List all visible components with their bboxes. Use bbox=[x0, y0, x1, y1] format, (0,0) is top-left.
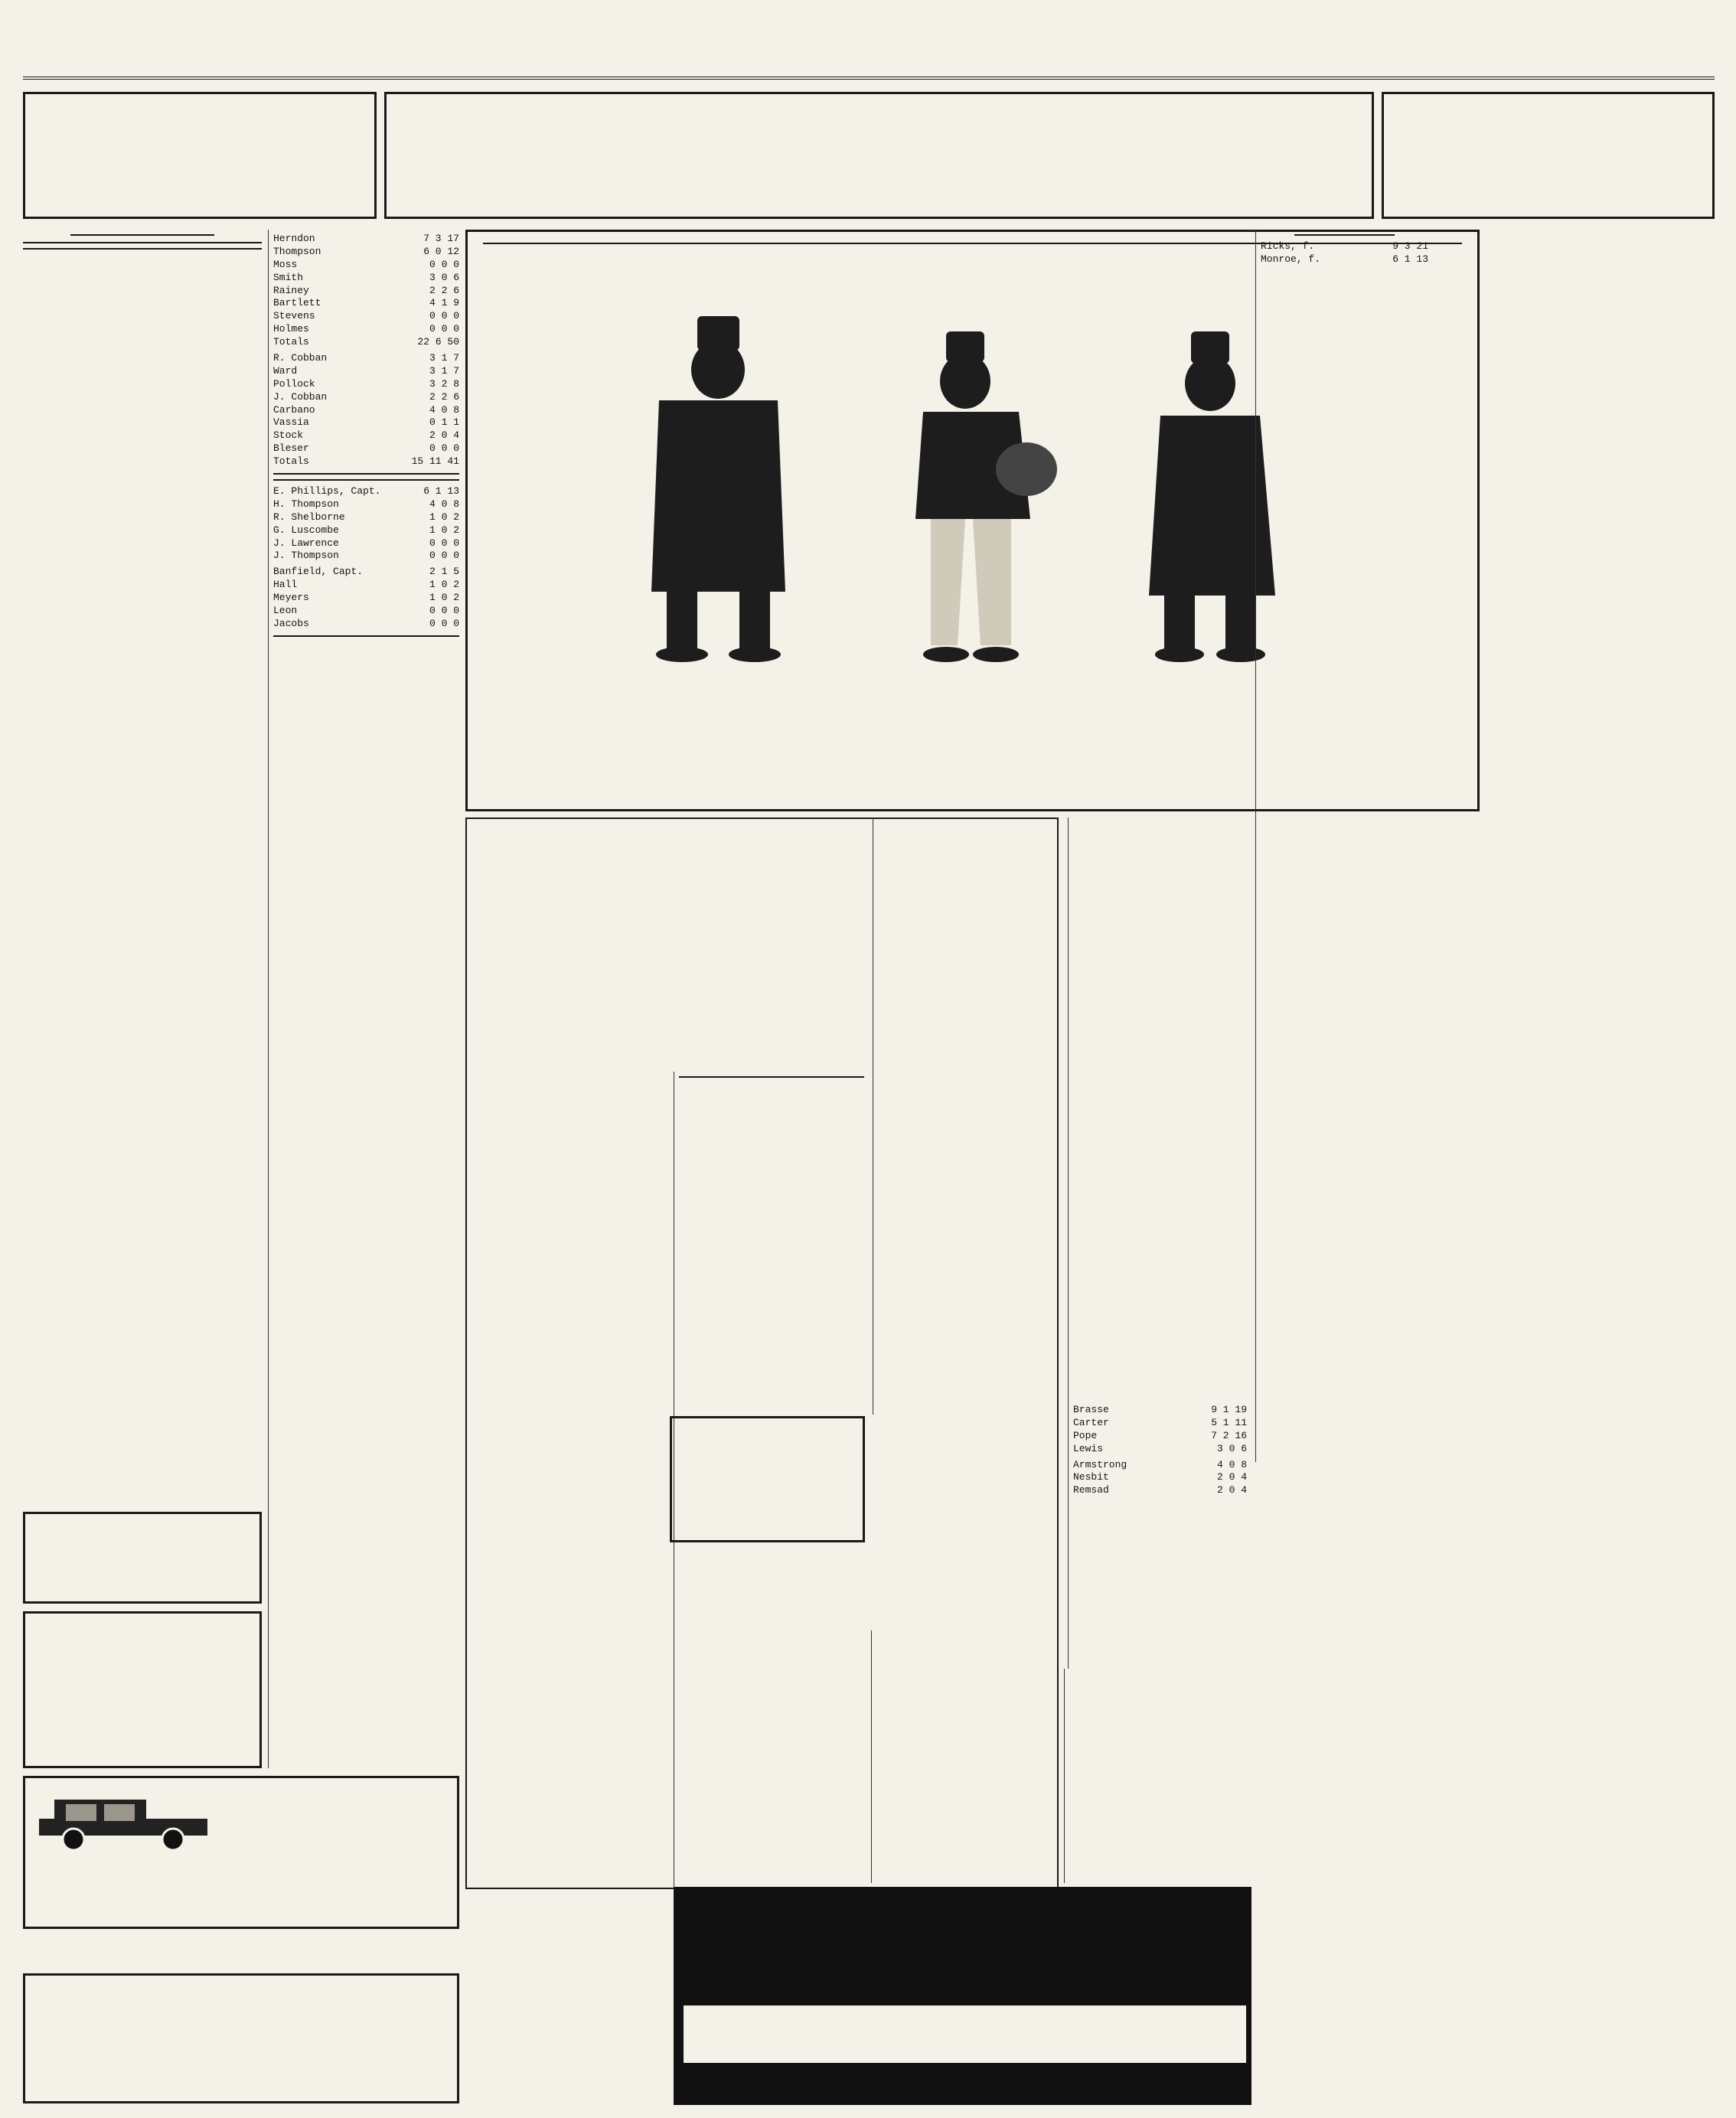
table-row: Hall 1 0 2 bbox=[273, 579, 459, 591]
table-row: Stevens 0 0 0 bbox=[273, 310, 459, 322]
table-row: Totals 15 11 41 bbox=[273, 455, 459, 468]
table-row: Armstrong 4 0 8 bbox=[1073, 1458, 1247, 1470]
table-row: Leon 0 0 0 bbox=[273, 605, 459, 617]
table-row: Smith 3 0 6 bbox=[273, 271, 459, 283]
american-auto-school-ad bbox=[23, 1776, 459, 1929]
banner-left-box bbox=[23, 92, 377, 219]
table-row: Jacobs 0 0 0 bbox=[273, 617, 459, 629]
ecl-article-col-c bbox=[1064, 1669, 1251, 1883]
table-row: Bleser 0 0 0 bbox=[273, 442, 459, 455]
table-row: Pope 7 2 16 bbox=[1073, 1429, 1247, 1441]
ecl-headline-box bbox=[670, 1416, 865, 1542]
table-row: Totals 22 6 50 bbox=[273, 336, 459, 348]
table-row: H. Thompson 4 0 8 bbox=[273, 498, 459, 510]
table-row: Bartlett 4 1 9 bbox=[273, 297, 459, 309]
table-row: Rainey 2 2 6 bbox=[273, 284, 459, 296]
table-row: G. Luscombe 1 0 2 bbox=[273, 524, 459, 536]
table-row: Lewis 3 0 6 bbox=[1073, 1442, 1247, 1454]
table-row: Vassia 0 1 1 bbox=[273, 416, 459, 429]
table-row: J. Lawrence 0 0 0 bbox=[273, 537, 459, 549]
carr-article bbox=[873, 818, 1064, 1415]
private-instruction-ad bbox=[23, 1512, 262, 1604]
concord-boxscore bbox=[273, 233, 459, 468]
table-row: Thompson 6 0 12 bbox=[273, 245, 459, 257]
table-row: Carbano 4 0 8 bbox=[273, 403, 459, 416]
table-row: J. Cobban 2 2 6 bbox=[273, 390, 459, 403]
majestics-article bbox=[1068, 1401, 1251, 1669]
table-row: R. Shelborne 1 0 2 bbox=[273, 511, 459, 523]
cash-ad-arc bbox=[676, 1889, 1251, 1981]
marathons-boxscore bbox=[273, 485, 459, 631]
table-row: Banfield, Capt. 2 1 5 bbox=[273, 566, 459, 578]
table-row: Remsad 2 0 4 bbox=[1073, 1484, 1247, 1496]
cash-prices-ad bbox=[674, 1887, 1251, 2105]
table-row: Meyers 1 0 2 bbox=[273, 592, 459, 604]
married-men-article bbox=[1255, 230, 1433, 1462]
table-row: Ward 3 1 7 bbox=[273, 364, 459, 377]
masthead-rule bbox=[23, 77, 1715, 80]
table-row: R. Cobban 3 1 7 bbox=[273, 352, 459, 364]
auto-footer bbox=[23, 1930, 459, 1969]
table-row: Holmes 0 0 0 bbox=[273, 323, 459, 335]
table-row: E. Phillips, Capt. 6 1 13 bbox=[273, 485, 459, 498]
table-row: Carter 5 1 11 bbox=[1073, 1416, 1247, 1428]
tuskegee-col-a bbox=[465, 1072, 668, 2101]
car-icon bbox=[31, 1784, 215, 1853]
ecl-article-col-b bbox=[871, 1630, 1059, 1883]
table-row: Monroe, f. 6 1 13 bbox=[1261, 253, 1428, 265]
table-row: Herndon 7 3 17 bbox=[273, 233, 459, 244]
majestics-boxscore bbox=[1073, 1404, 1247, 1497]
ecl-article-col-a bbox=[674, 1630, 865, 1883]
table-row: Pollock 3 2 8 bbox=[273, 377, 459, 390]
carr-article-cont bbox=[1068, 818, 1251, 1415]
column-2 bbox=[268, 230, 459, 1768]
dance-studio-ad bbox=[23, 1611, 262, 1768]
banner-center-box bbox=[384, 92, 1374, 219]
table-row: J. Thompson 0 0 0 bbox=[273, 550, 459, 562]
table-row: Nesbit 2 0 4 bbox=[1073, 1471, 1247, 1483]
table-row: Brasse 9 1 19 bbox=[1073, 1404, 1247, 1415]
column-1 bbox=[23, 230, 262, 1607]
married-boxscore bbox=[1261, 240, 1428, 266]
broadway-auto-school-ad bbox=[23, 1973, 459, 2103]
table-row: Stock 2 0 4 bbox=[273, 429, 459, 442]
banner-right-box bbox=[1382, 92, 1715, 219]
table-row: Ricks, f. 9 3 21 bbox=[1261, 240, 1428, 252]
cash-ad-listing bbox=[684, 2005, 1246, 2063]
masthead bbox=[23, 21, 1715, 67]
table-row: Moss 0 0 0 bbox=[273, 258, 459, 270]
